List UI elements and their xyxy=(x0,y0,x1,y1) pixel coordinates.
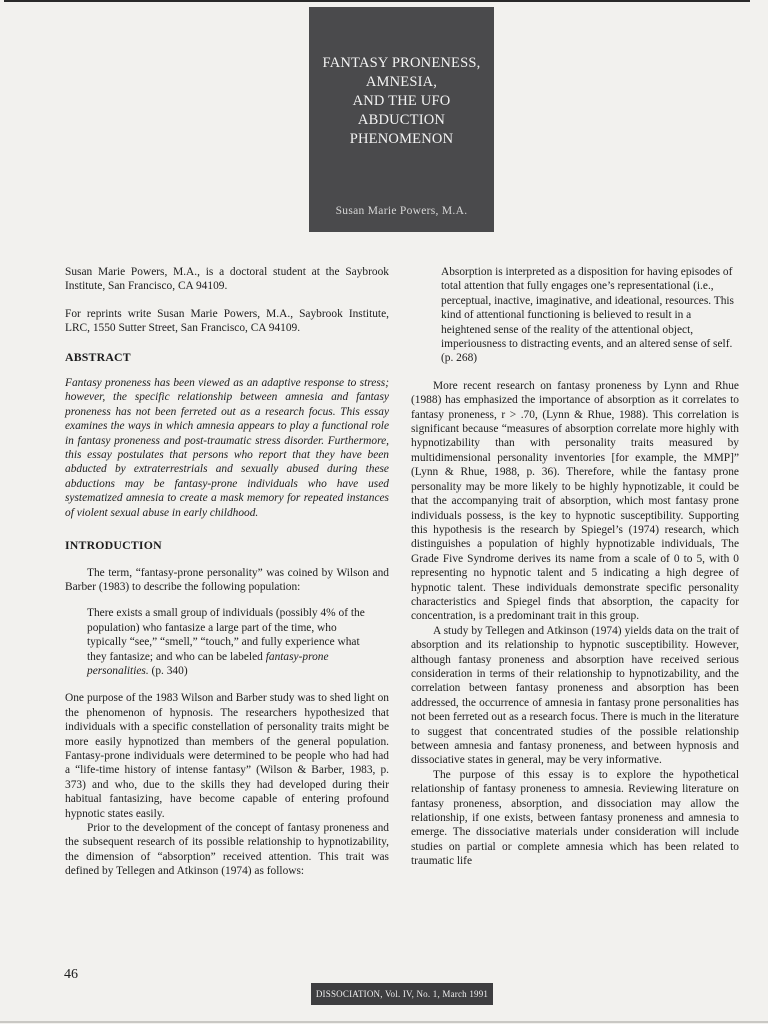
article-title xyxy=(309,54,494,149)
quote-citation: (p. 340) xyxy=(148,664,188,677)
journal-footer: DISSOCIATION, Vol. IV, No. 1, March 1991 xyxy=(311,983,493,1005)
quote-italic: fantasy-prone personalities. xyxy=(87,650,329,677)
title-line: PHENOMENON xyxy=(349,131,454,147)
body-paragraph: A study by Tellegen and Atkinson (1974) yields data on the trait of absorption and its relationship to hypnotic susceptibility. However, although fantasy proneness and absorption have received serious consideration in terms of their relationship to hypnotizability, and the correlation between fantasy proneness and absorption has been addressed, the occurrence of amnesia in fantasy prone personalities has not been ferreted out as a research focus. There is much in the literature to suggest that concentrated studies of the possible relationship between amnesia and fantasy proneness, and between hypnosis and dissociative states in general, may be very informative. xyxy=(411,624,739,767)
bottom-rule xyxy=(0,1021,768,1023)
abstract-text: Fantasy proneness has been viewed as an adaptive response to stress; however, the specific relationship between amnesia and fantasy proneness has not been ferreted out as a research focus. This essay examines the ways in which amnesia appears to play a functional role in fantasy proneness and post-traumatic stress disorder. Furthermore, this essay postulates that persons who report that they have been abducted by extraterrestrials and sexually abused during these abductions may be fantasy-prone individuals who have used systematized amnesia to create a mask memory for repeated instances of violent sexual abuse in early childhood. xyxy=(65,377,389,519)
block-quote xyxy=(87,606,377,678)
author-name: Susan Marie Powers, M.A. xyxy=(335,205,468,217)
block-quote: Absorption is interpreted as a disposition for having episodes of total attention that fully engages one’s representational (i.e., perceptual, inactive, imaginative, and ideational, resources. This kind of attentional functioning is believed to result in a heightened sense of the reality of the attentional object, imperiousness to distracting events, and an altered sense of self. (p. 268) xyxy=(441,266,734,365)
abstract-heading: ABSTRACT xyxy=(65,349,131,364)
reprint-address: For reprints write Susan Marie Powers, M.A., Saybrook Institute, LRC, 1550 Sutter Street, San Francisco, CA 94109. xyxy=(65,307,389,335)
body-paragraph: The term, “fantasy-prone personality” was coined by Wilson and Barber (1983) to describe the following population: xyxy=(65,566,389,593)
top-rule xyxy=(4,0,750,2)
body-paragraph: The purpose of this essay is to explore the hypothetical relationship of fantasy proneness to amnesia. Reviewing literature on fantasy proneness, absorption, and dissociation may allow the relationship, if one exists, between fantasy proneness and amnesia to emerge. The dissociative materials under consideration will include studies on partial or complete amnesia which has been related to traumatic life xyxy=(411,768,739,868)
title-line: FANTASY PRONENESS, xyxy=(322,55,481,71)
author-affiliation: Susan Marie Powers, M.A., is a doctoral student at the Saybrook Institute, San Francisco, CA 94109. xyxy=(65,266,389,293)
body-paragraph: More recent research on fantasy proneness by Lynn and Rhue (1988) has emphasized the importance of absorption as it correlates to fantasy proneness, r > .70, (Lynn & Rhue, 1988). This correlation is significant because “measures of absorption correlate more highly with hypnotizability than with personality traits measured by multidimensional personality inventories [for example, the MMP]” (Lynn & Rhue, 1988, p. 36). Therefore, while the fantasy prone personality may be more likely to be highly hypnotizable, it could be that the accompanying trait of absorption, which most fantasy prone individuals possess, is the key to hypnotic susceptibility. Supporting this hypothesis is the research by Spiegel’s (1974) research, which distinguishes a population of highly hypnotizable individuals, The Grade Five Syndrome derives its name from a scale of 0 to 5, with 0 representing no hypnotic talent and 5 indicating a high degree of hypnotic talent. These individuals demonstrate specific personality characteristics and Spiegel finds that absorption, the capacity for concentration, is a predominant trait in this group. xyxy=(411,379,739,623)
page-number: 46 xyxy=(64,967,78,982)
right-column xyxy=(411,265,739,869)
body-paragraph: Prior to the development of the concept of fantasy proneness and the subsequent research of its possible relationship to hypnotizability, the dimension of “absorption” received attention. This trait was defined by Tellegen and Atkinson (1974) as follows: xyxy=(65,822,389,878)
title-line: AND THE UFO xyxy=(352,93,451,109)
left-column xyxy=(65,265,389,879)
introduction-heading: INTRODUCTION xyxy=(65,538,162,553)
quote-text: There exists a small group of individuals (possibly 4% of the population) who fantasize a large part of the time, who typically “see,” “smell,” “touch,” and fully experience what they fantasize; and who can be labeled xyxy=(87,607,365,663)
title-box xyxy=(309,7,494,232)
body-paragraph: One purpose of the 1983 Wilson and Barber study was to shed light on the phenomenon of hypnosis. The researchers hypothesized that individuals with a specific constellation of personality traits might be more easily hypnotized than members of the general population. Fantasy-prone individuals were determined to be people who had had a “life-time history of intense fantasy” (Wilson & Barber, 1983, p. 373) and who, due to the skills they had developed during their habitual fantasizing, have become capable of entering profound hypnotic states easily. xyxy=(65,692,389,820)
title-line: ABDUCTION xyxy=(357,112,446,128)
title-line: AMNESIA, xyxy=(365,74,438,90)
